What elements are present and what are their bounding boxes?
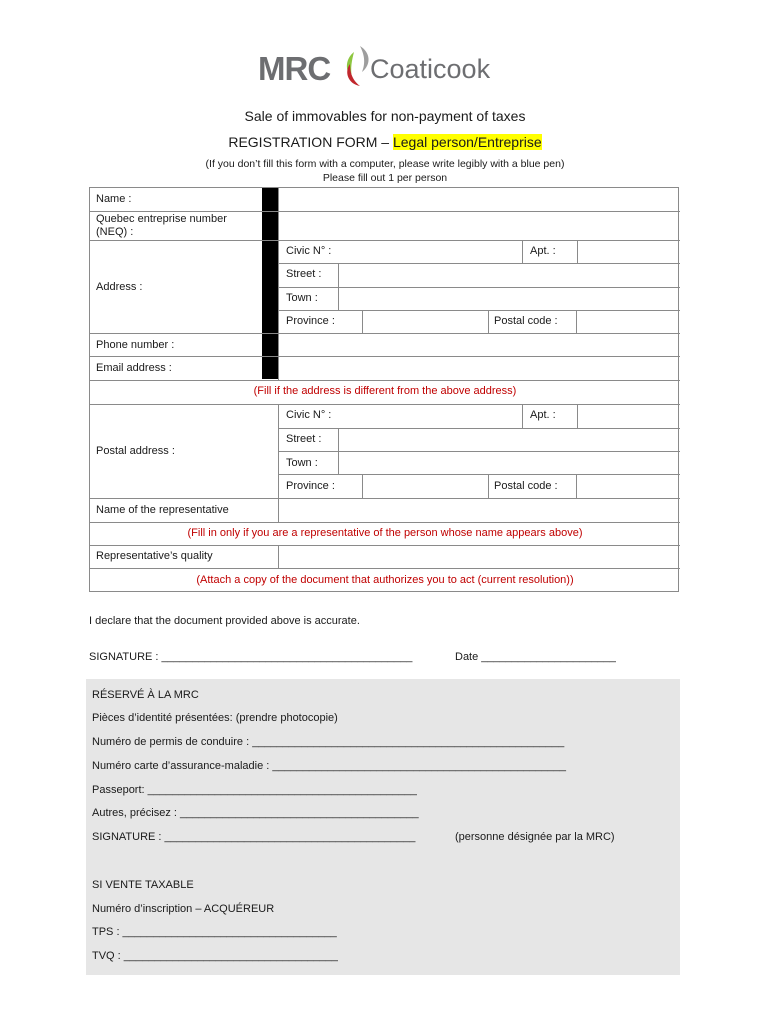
taxable-sale-heading: SI VENTE TAXABLE: [92, 879, 194, 891]
mrc-signature-note: (personne désignée par la MRC): [455, 831, 615, 843]
logo-city: Coaticook: [370, 54, 491, 84]
name-label: Name :: [96, 193, 132, 205]
form-title-prefix: REGISTRATION FORM –: [228, 134, 393, 150]
address-different-note: (Fill if the address is different from the above address): [253, 385, 517, 397]
passport-line[interactable]: Passeport: ____________________________________________: [92, 784, 417, 796]
town-label: Town :: [286, 292, 318, 304]
tvq-line[interactable]: TVQ : ___________________________________: [92, 950, 338, 962]
registration-number-label: Numéro d’inscription – ACQUÉREUR: [92, 903, 275, 915]
registration-form-table: [89, 187, 679, 592]
id-pieces-label: Pièces d’identité présentées: (prendre photocopie): [92, 712, 338, 724]
postal-street-field[interactable]: [339, 429, 680, 451]
apt-field[interactable]: [578, 241, 680, 263]
declaration-statement: I declare that the document provided above is accurate.: [89, 615, 360, 627]
representative-quality-label: Representative’s quality: [96, 550, 213, 562]
postal-civic-field[interactable]: [362, 405, 522, 428]
civic-field[interactable]: [362, 241, 522, 263]
street-field[interactable]: [339, 264, 680, 287]
postal-province-label: Province :: [286, 480, 335, 492]
neq-label-line1: Quebec entreprise number: [96, 213, 227, 225]
civic-label: Civic N° :: [286, 245, 332, 257]
applicant-signature-line[interactable]: SIGNATURE : _________________________________________: [89, 651, 413, 663]
apt-label: Apt. :: [530, 245, 556, 257]
email-field[interactable]: [279, 357, 680, 380]
health-card-line[interactable]: Numéro carte d’assurance-maladie : ________________________________________________: [92, 760, 567, 772]
form-type-highlight: Legal person/Entreprise: [392, 134, 542, 150]
postal-town-field[interactable]: [339, 452, 680, 474]
phone-field[interactable]: [279, 334, 680, 356]
postal-street-label: Street :: [286, 433, 322, 445]
mrc-coaticook-logo: [258, 44, 518, 92]
postal-postal-code-field[interactable]: [577, 475, 680, 498]
representative-quality-field[interactable]: [279, 546, 680, 568]
postal-code-label: Postal code :: [494, 315, 558, 327]
town-field[interactable]: [339, 288, 680, 310]
postal-code-field[interactable]: [577, 311, 680, 333]
instructions: (If you don’t fill this form with a computer, please write legibly with a blue pen): [205, 158, 565, 170]
logo-brand: MRC: [258, 50, 331, 87]
postal-civic-label: Civic N° :: [286, 409, 332, 421]
postal-apt-label: Apt. :: [530, 409, 556, 421]
representative-note: (Fill in only if you are a representative of the person whose name appears above): [187, 527, 583, 539]
representative-name-field[interactable]: [279, 499, 680, 522]
form-title: [0, 134, 770, 150]
province-label: Province :: [286, 315, 335, 327]
mrc-reserved-section: [86, 679, 680, 975]
mrc-signature-line[interactable]: SIGNATURE : _________________________________________: [92, 831, 416, 843]
document-title: Sale of immovables for non-payment of taxes: [244, 108, 526, 124]
name-field[interactable]: [279, 188, 680, 211]
drivers-license-line[interactable]: Numéro de permis de conduire : ___________________________________________________: [92, 736, 565, 748]
address-label: Address :: [96, 281, 143, 293]
neq-label-line2: (NEQ) :: [96, 226, 134, 238]
street-label: Street :: [286, 268, 322, 280]
label-divider-bar: [262, 331, 278, 379]
label-divider-bar: [262, 188, 278, 211]
postal-apt-field[interactable]: [578, 405, 680, 428]
postal-postal-code-label: Postal code :: [494, 480, 558, 492]
neq-field[interactable]: [279, 212, 680, 240]
email-label: Email address :: [96, 362, 172, 374]
reserve-heading: RÉSERVÉ À LA MRC: [92, 689, 199, 701]
phone-label: Phone number :: [96, 339, 175, 351]
representative-name-label: Name of the representative: [96, 504, 229, 516]
attach-document-note: (Attach a copy of the document that authorizes you to act (current resolution)): [196, 574, 574, 586]
leaf-logo-icon: [340, 44, 374, 90]
date-line[interactable]: Date ______________________: [455, 651, 616, 663]
postal-town-label: Town :: [286, 457, 318, 469]
province-field[interactable]: [363, 311, 488, 333]
per-person-note: Please fill out 1 per person: [322, 172, 448, 184]
postal-province-field[interactable]: [363, 475, 488, 498]
postal-address-label: Postal address :: [96, 445, 175, 457]
tps-line[interactable]: TPS : ___________________________________: [92, 926, 337, 938]
other-id-line[interactable]: Autres, précisez : _______________________________________: [92, 807, 419, 819]
